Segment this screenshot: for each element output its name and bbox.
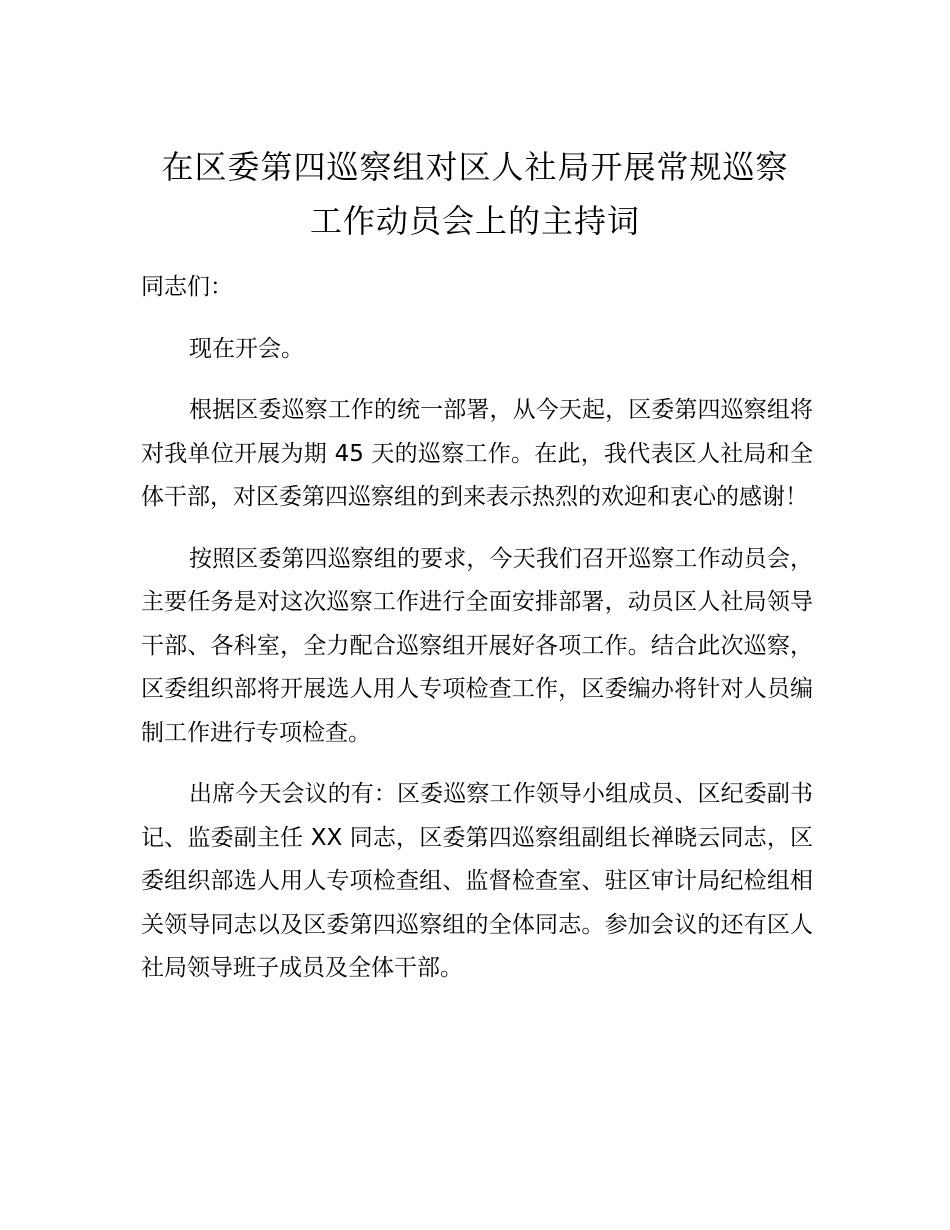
document-body [141,266,813,1009]
salutation: 同志们： [141,274,233,300]
paragraph-requirements: 按照区委第四巡察组的要求，今天我们召开巡察工作动员会，主要任务是对这次巡察工作进行全面安排部署，动员区人社局领导干部、各科室，全力配合巡察组开展好各项工作。结合此次巡察，区委组织部将开展选人用人专项检查工作，区委编办将针对人员编制工作进行专项检查。 [141,545,813,746]
title-line-2: 工作动员会上的主持词 [309,202,640,240]
title-line-1: 在区委第四巡察组对区人社局开展常规巡察 [161,148,789,186]
paragraph-opening: 现在开会。 [189,335,304,362]
document-title [120,140,830,248]
paragraph-deployment: 根据区委巡察工作的统一部署，从今天起，区委第四巡察组将对我单位开展为期 45 天的巡察工作。在此，我代表区人社局和全体干部，对区委第四巡察组的到来表示热烈的欢迎和衷心的感谢！ [141,397,813,510]
paragraph-attendees: 出席今天会议的有：区委巡察工作领导小组成员、区纪委副书记、监委副主任 XX 同志，区委第四巡察组副组长禅晓云同志，区委组织部选人用人专项检查组、监督检查室、驻区审计局纪检组相关领导同志以及区委第四巡察组的全体同志。参加会议的还有区人社局领导班子成员及全体干部。 [141,781,813,981]
